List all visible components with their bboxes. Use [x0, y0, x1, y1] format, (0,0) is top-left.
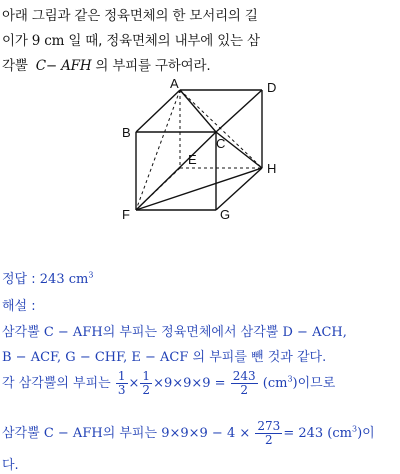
- answer-value: 243: [39, 272, 65, 287]
- solution-line-2: B − ACF, G − CHF, E − ACF 의 부피를 뺀 것과 같다.: [2, 350, 327, 365]
- fraction-243-half: $\frac{243}{2}$: [232, 369, 256, 397]
- solution-line-5: 다.: [2, 458, 19, 473]
- edge-HG: [216, 168, 262, 210]
- label-B: B: [122, 125, 131, 140]
- solution-line-4: 삼각뿔 C − AFH의 부피는 9×9×9 − 4 × $\frac{273}{2}$ = 243 $(cm^3)$이: [2, 419, 375, 447]
- edge-FH: [136, 168, 262, 210]
- label-F: F: [122, 207, 130, 222]
- question-line-1: 아래 그림과 같은 정육면체의 한 모서리의 길: [2, 8, 258, 24]
- label-C: C: [216, 136, 226, 151]
- edge-AF-hidden: [136, 90, 180, 210]
- fraction-one-third: $\frac{1}{3}$: [117, 369, 126, 397]
- question-line-2: 이가 9 cm 일 때, 정육면체의 내부에 있는 삼: [2, 33, 260, 49]
- edge-BA: [136, 90, 180, 132]
- answer-line: 정답 : 243 $cm^3$: [2, 270, 94, 287]
- label-D: D: [267, 80, 277, 95]
- pyramid-name: C− AFH: [35, 58, 92, 74]
- edge-AC: [180, 90, 216, 132]
- fraction-273-half: $\frac{273}{2}$: [257, 419, 281, 447]
- edge-unit: cm: [44, 33, 65, 49]
- label-A: A: [170, 76, 179, 91]
- solution-label: 해설 :: [2, 299, 36, 314]
- label-E: E: [188, 152, 197, 167]
- fraction-one-half: $\frac{1}{2}$: [142, 369, 151, 397]
- solution-line-3: 각 삼각뿔의 부피는 $\frac{1}{3}$ × $\frac{1}{2}$ ×9×9×9 = $\frac{243}{2}$ $(cm^3)$이므로: [2, 369, 336, 397]
- edge-DC: [216, 90, 262, 132]
- label-G: G: [220, 207, 231, 222]
- answer-label: 정답 :: [2, 272, 36, 287]
- question-line-3: 각뿔 C− AFH 의 부피를 구하여라.: [2, 58, 211, 74]
- label-H: H: [267, 161, 277, 176]
- solution-line-1: 삼각뿔 C − AFH의 부피는 정육면체에서 삼각뿔 D − ACH,: [2, 325, 347, 340]
- edge-length: 9: [31, 33, 41, 49]
- cube-figure: [100, 76, 290, 226]
